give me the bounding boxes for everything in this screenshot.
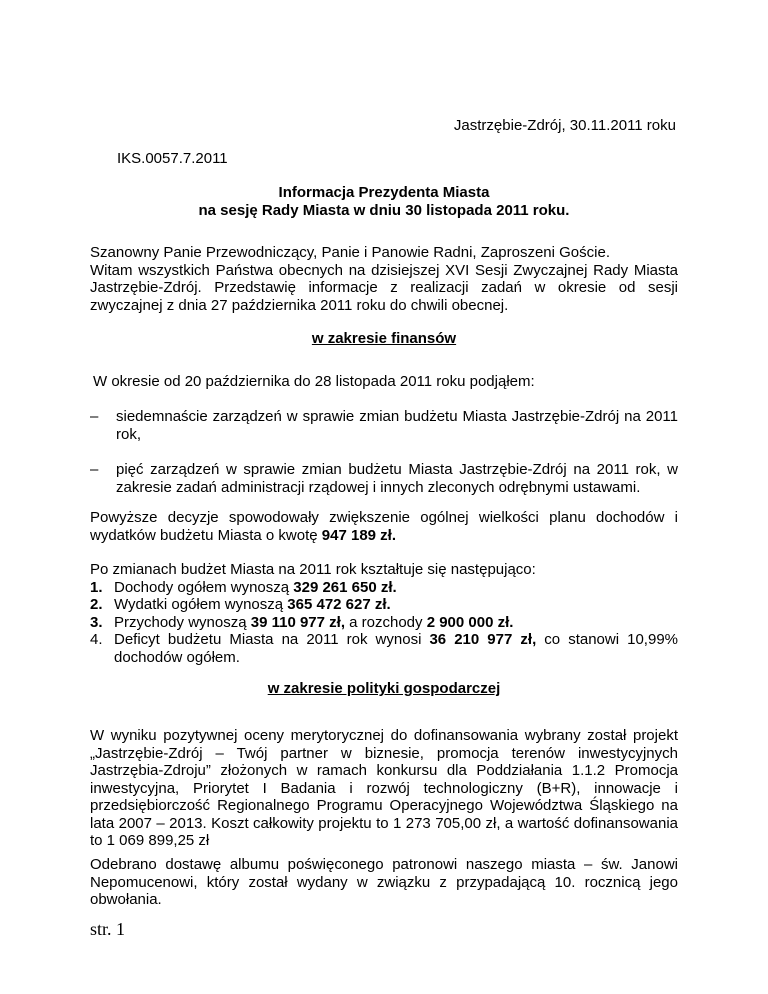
list-amount: 36 210 977 zł, [429,631,537,648]
bullet-dash: – [90,461,99,478]
list-text: co stanowi 10,99% dochodów ogółem. [114,631,678,666]
page-number: str. 1 [90,919,126,939]
effect-text: Powyższe decyzje spowodowały zwiększenie ogólnej wielkości planu dochodów i wydatków budżetu Miasta o kwotę [90,509,678,544]
budget-effect-paragraph [90,509,678,544]
place-date: Jastrzębie-Zdrój, 30.11.2011 roku [453,117,676,134]
bullet-dash: – [90,408,99,425]
list-amount: 329 261 650 zł. [293,578,397,596]
effect-amount: 947 189 zł. [321,526,397,544]
finance-heading: w zakresie finansów [311,330,457,347]
list-number: 1. [90,578,103,596]
list-amount: 2 900 000 zł. [426,613,514,631]
budget-changes [90,561,678,666]
finance-lead: W okresie od 20 października do 28 listopada 2011 roku podjąłem: [93,373,535,390]
list-number: 2. [90,596,103,613]
list-item [90,579,678,597]
greeting: Szanowny Panie Przewodniczący, Panie i Panowie Radni, Zaproszeni Goście. [90,244,610,261]
list-item [90,596,678,614]
title-line-2: na sesję Rady Miasta w dniu 30 listopada 2011 roku. [198,201,570,219]
list-text: Wydatki ogółem wynoszą [114,596,288,613]
intro-paragraph: Witam wszystkich Państwa obecnych na dzisiejszej XVI Sesji Zwyczajnej Rady Miasta Jastrzębie-Zdrój. Przedstawię informacje z realizacji zadań w okresie od sesji zwyczajnej z dnia 27 października 2011 roku do chwili obecnej. [90,261,678,314]
economy-paragraph-1: W wyniku pozytywnej oceny merytorycznej do dofinansowania wybrany został projekt „Jastrzębie-Zdrój – Twój partner w biznesie, promocja terenów inwestycyjnych Jastrzębia-Zdroju” złożonych w ramach konkursu dla Poddziałania 1.1.2 Promocja inwestycyjna, Priorytet I Badania i rozwój technologiczny (B+R), innowacje i przedsiębiorczość Regionalnego Programu Operacyjnego Województwa Śląskiego na lata 2007 – 2013. Koszt całkowity projektu to 1 273 705,00 zł, a wartość dofinansowania to 1 069 899,25 zł [90,727,678,849]
bullet-text: pięć zarządzeń w sprawie zmian budżetu Miasta Jastrzębie-Zdrój na 2011 rok, w zakresie zadań administracji rządowej i innych zleconych odrębnymi ustawami. [116,461,678,496]
bullet-item [90,408,678,443]
list-item [90,614,678,632]
document-title [90,184,678,219]
list-text: Deficyt budżetu Miasta na 2011 rok wynosi [114,631,430,648]
list-number: 3. [90,613,103,631]
list-amount: 39 110 977 zł, [250,613,345,631]
bullet-item [90,461,678,496]
economy-paragraph-2: Odebrano dostawę albumu poświęconego patronowi naszego miasta – św. Janowi Nepomucenowi, który został wydany w związku z przypadającą 10. rocznicą jego obwołania. [90,856,678,908]
reference-number: IKS.0057.7.2011 [117,150,228,167]
list-amount: 365 472 627 zł. [287,596,391,613]
changes-lead: Po zmianach budżet Miasta na 2011 rok kształtuje się następująco: [90,561,536,578]
list-text: a rozchody [344,613,427,631]
intro-section [90,244,678,314]
list-item [90,631,678,666]
title-line-1: Informacja Prezydenta Miasta [278,184,490,201]
list-text: Dochody ogółem wynoszą [114,578,294,596]
bullet-text: siedemnaście zarządzeń w sprawie zmian budżetu Miasta Jastrzębie-Zdrój na 2011 rok, [116,408,678,443]
list-text: Przychody wynoszą [114,613,251,631]
economy-heading: w zakresie polityki gospodarczej [267,680,501,697]
list-number: 4. [90,631,103,648]
